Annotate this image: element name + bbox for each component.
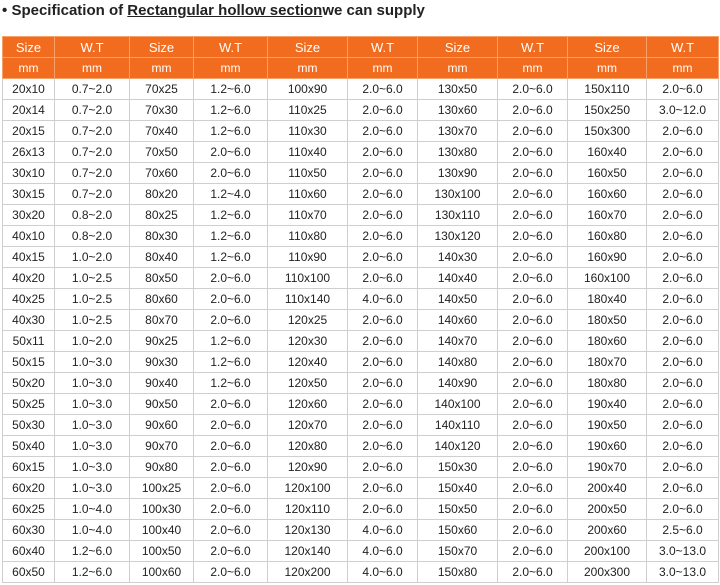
size-cell: 140x30 — [418, 247, 498, 268]
size-cell: 110x25 — [268, 100, 348, 121]
size-cell: 60x50 — [3, 562, 55, 583]
spec-table — [2, 36, 719, 583]
size-cell: 110x70 — [268, 205, 348, 226]
size-cell: 20x10 — [3, 79, 55, 100]
size-cell: 190x60 — [568, 436, 647, 457]
wall-thickness-cell: 1.0~3.0 — [55, 373, 130, 394]
size-cell: 50x11 — [3, 331, 55, 352]
wall-thickness-cell: 2.0~6.0 — [647, 457, 719, 478]
size-cell: 80x60 — [130, 289, 194, 310]
wall-thickness-cell: 2.0~6.0 — [348, 163, 418, 184]
size-cell: 70x25 — [130, 79, 194, 100]
size-cell: 120x140 — [268, 541, 348, 562]
wall-thickness-cell: 1.0~3.0 — [55, 478, 130, 499]
size-cell: 110x100 — [268, 268, 348, 289]
wall-thickness-cell: 2.0~6.0 — [348, 142, 418, 163]
wall-thickness-cell: 2.0~6.0 — [498, 541, 568, 562]
size-cell: 30x15 — [3, 184, 55, 205]
unit-row-cell: mm — [3, 58, 55, 79]
size-cell: 150x80 — [418, 562, 498, 583]
size-cell: 100x25 — [130, 478, 194, 499]
wall-thickness-cell: 0.7~2.0 — [55, 142, 130, 163]
size-cell: 50x15 — [3, 352, 55, 373]
wall-thickness-cell: 1.2~4.0 — [194, 184, 268, 205]
wall-thickness-cell: 2.0~6.0 — [498, 163, 568, 184]
wall-thickness-cell: 2.0~6.0 — [348, 436, 418, 457]
header-row-cell: Size — [268, 37, 348, 58]
size-cell: 80x50 — [130, 268, 194, 289]
size-cell: 100x40 — [130, 520, 194, 541]
size-cell: 90x50 — [130, 394, 194, 415]
size-cell: 200x50 — [568, 499, 647, 520]
size-cell: 90x40 — [130, 373, 194, 394]
spec-table-body — [3, 37, 719, 583]
table-row — [3, 436, 719, 457]
wall-thickness-cell: 2.0~6.0 — [647, 373, 719, 394]
size-cell: 60x30 — [3, 520, 55, 541]
wall-thickness-cell: 1.2~6.0 — [194, 373, 268, 394]
size-cell: 130x100 — [418, 184, 498, 205]
wall-thickness-cell: 2.0~6.0 — [498, 289, 568, 310]
size-cell: 180x70 — [568, 352, 647, 373]
table-row — [3, 163, 719, 184]
wall-thickness-cell: 1.0~4.0 — [55, 520, 130, 541]
wall-thickness-cell: 2.0~6.0 — [498, 415, 568, 436]
size-cell: 140x120 — [418, 436, 498, 457]
size-cell: 130x120 — [418, 226, 498, 247]
size-cell: 140x100 — [418, 394, 498, 415]
wall-thickness-cell: 2.0~6.0 — [194, 541, 268, 562]
wall-thickness-cell: 2.0~6.0 — [194, 436, 268, 457]
size-cell: 80x40 — [130, 247, 194, 268]
wall-thickness-cell: 2.0~6.0 — [498, 373, 568, 394]
wall-thickness-cell: 0.7~2.0 — [55, 163, 130, 184]
unit-row-cell: mm — [647, 58, 719, 79]
wall-thickness-cell: 2.0~6.0 — [348, 331, 418, 352]
size-cell: 120x90 — [268, 457, 348, 478]
size-cell: 130x50 — [418, 79, 498, 100]
size-cell: 200x60 — [568, 520, 647, 541]
wall-thickness-cell: 2.0~6.0 — [348, 205, 418, 226]
wall-thickness-cell: 2.0~6.0 — [348, 226, 418, 247]
wall-thickness-cell: 2.0~6.0 — [194, 520, 268, 541]
size-cell: 110x140 — [268, 289, 348, 310]
table-row — [3, 457, 719, 478]
size-cell: 110x30 — [268, 121, 348, 142]
wall-thickness-cell: 2.0~6.0 — [348, 268, 418, 289]
wall-thickness-cell: 2.0~6.0 — [348, 310, 418, 331]
size-cell: 130x110 — [418, 205, 498, 226]
size-cell: 120x200 — [268, 562, 348, 583]
size-cell: 160x50 — [568, 163, 647, 184]
size-cell: 120x40 — [268, 352, 348, 373]
table-row — [3, 520, 719, 541]
size-cell: 160x60 — [568, 184, 647, 205]
wall-thickness-cell: 2.0~6.0 — [348, 79, 418, 100]
size-cell: 200x300 — [568, 562, 647, 583]
table-row — [3, 352, 719, 373]
header-row — [3, 37, 719, 58]
header-row-cell: W.T — [348, 37, 418, 58]
wall-thickness-cell: 2.0~6.0 — [647, 310, 719, 331]
wall-thickness-cell: 2.0~6.0 — [498, 100, 568, 121]
wall-thickness-cell: 2.0~6.0 — [348, 373, 418, 394]
wall-thickness-cell: 2.0~6.0 — [498, 79, 568, 100]
size-cell: 160x90 — [568, 247, 647, 268]
size-cell: 140x90 — [418, 373, 498, 394]
wall-thickness-cell: 2.0~6.0 — [348, 415, 418, 436]
wall-thickness-cell: 3.0~12.0 — [647, 100, 719, 121]
table-row — [3, 226, 719, 247]
size-cell: 150x110 — [568, 79, 647, 100]
wall-thickness-cell: 4.0~6.0 — [348, 289, 418, 310]
wall-thickness-cell: 1.2~6.0 — [194, 352, 268, 373]
wall-thickness-cell: 2.0~6.0 — [498, 520, 568, 541]
size-cell: 150x250 — [568, 100, 647, 121]
wall-thickness-cell: 2.0~6.0 — [348, 478, 418, 499]
wall-thickness-cell: 2.0~6.0 — [647, 142, 719, 163]
wall-thickness-cell: 1.2~6.0 — [194, 247, 268, 268]
wall-thickness-cell: 1.0~3.0 — [55, 436, 130, 457]
header-row-cell: W.T — [647, 37, 719, 58]
unit-row-cell: mm — [348, 58, 418, 79]
unit-row-cell: mm — [498, 58, 568, 79]
wall-thickness-cell: 2.0~6.0 — [498, 331, 568, 352]
wall-thickness-cell: 2.0~6.0 — [498, 499, 568, 520]
size-cell: 80x70 — [130, 310, 194, 331]
wall-thickness-cell: 2.0~6.0 — [647, 268, 719, 289]
table-row — [3, 247, 719, 268]
unit-row — [3, 58, 719, 79]
wall-thickness-cell: 2.0~6.0 — [194, 394, 268, 415]
size-cell: 150x60 — [418, 520, 498, 541]
wall-thickness-cell: 2.0~6.0 — [194, 478, 268, 499]
table-row — [3, 205, 719, 226]
title-suffix: we can supply — [322, 2, 425, 19]
title-highlight: Rectangular hollow section — [127, 2, 323, 19]
bullet: • — [2, 2, 8, 19]
wall-thickness-cell: 2.0~6.0 — [194, 415, 268, 436]
size-cell: 50x30 — [3, 415, 55, 436]
wall-thickness-cell: 2.0~6.0 — [647, 121, 719, 142]
size-cell: 140x80 — [418, 352, 498, 373]
wall-thickness-cell: 2.0~6.0 — [647, 79, 719, 100]
size-cell: 120x50 — [268, 373, 348, 394]
table-row — [3, 121, 719, 142]
table-row — [3, 142, 719, 163]
table-row — [3, 268, 719, 289]
wall-thickness-cell: 2.0~6.0 — [498, 184, 568, 205]
size-cell: 180x80 — [568, 373, 647, 394]
size-cell: 190x70 — [568, 457, 647, 478]
size-cell: 110x40 — [268, 142, 348, 163]
wall-thickness-cell: 2.0~6.0 — [498, 562, 568, 583]
size-cell: 40x10 — [3, 226, 55, 247]
table-row — [3, 289, 719, 310]
table-row — [3, 331, 719, 352]
size-cell: 80x30 — [130, 226, 194, 247]
size-cell: 160x40 — [568, 142, 647, 163]
wall-thickness-cell: 2.0~6.0 — [498, 394, 568, 415]
size-cell: 50x20 — [3, 373, 55, 394]
wall-thickness-cell: 3.0~13.0 — [647, 541, 719, 562]
wall-thickness-cell: 1.0~2.5 — [55, 289, 130, 310]
wall-thickness-cell: 2.0~6.0 — [348, 184, 418, 205]
size-cell: 70x60 — [130, 163, 194, 184]
size-cell: 140x50 — [418, 289, 498, 310]
wall-thickness-cell: 2.0~6.0 — [498, 142, 568, 163]
wall-thickness-cell: 1.2~6.0 — [194, 100, 268, 121]
size-cell: 30x10 — [3, 163, 55, 184]
size-cell: 90x70 — [130, 436, 194, 457]
wall-thickness-cell: 1.0~3.0 — [55, 394, 130, 415]
header-row-cell: Size — [568, 37, 647, 58]
wall-thickness-cell: 2.0~6.0 — [348, 394, 418, 415]
size-cell: 90x25 — [130, 331, 194, 352]
size-cell: 60x15 — [3, 457, 55, 478]
wall-thickness-cell: 1.2~6.0 — [194, 79, 268, 100]
size-cell: 100x90 — [268, 79, 348, 100]
size-cell: 140x40 — [418, 268, 498, 289]
wall-thickness-cell: 1.2~6.0 — [194, 121, 268, 142]
wall-thickness-cell: 2.0~6.0 — [194, 562, 268, 583]
size-cell: 40x15 — [3, 247, 55, 268]
wall-thickness-cell: 2.0~6.0 — [498, 268, 568, 289]
wall-thickness-cell: 2.0~6.0 — [498, 226, 568, 247]
wall-thickness-cell: 2.0~6.0 — [348, 100, 418, 121]
header-row-cell: Size — [418, 37, 498, 58]
size-cell: 130x60 — [418, 100, 498, 121]
size-cell: 160x70 — [568, 205, 647, 226]
size-cell: 20x14 — [3, 100, 55, 121]
wall-thickness-cell: 2.0~6.0 — [647, 415, 719, 436]
size-cell: 120x130 — [268, 520, 348, 541]
size-cell: 60x25 — [3, 499, 55, 520]
title-prefix: Specification of — [11, 2, 128, 19]
wall-thickness-cell: 2.0~6.0 — [498, 247, 568, 268]
size-cell: 180x60 — [568, 331, 647, 352]
size-cell: 50x40 — [3, 436, 55, 457]
size-cell: 70x50 — [130, 142, 194, 163]
table-row — [3, 100, 719, 121]
size-cell: 70x40 — [130, 121, 194, 142]
wall-thickness-cell: 2.0~6.0 — [498, 457, 568, 478]
header-row-cell: Size — [130, 37, 194, 58]
size-cell: 90x30 — [130, 352, 194, 373]
size-cell: 100x60 — [130, 562, 194, 583]
table-row — [3, 562, 719, 583]
wall-thickness-cell: 2.0~6.0 — [348, 499, 418, 520]
unit-row-cell: mm — [568, 58, 647, 79]
table-row — [3, 541, 719, 562]
wall-thickness-cell: 0.7~2.0 — [55, 79, 130, 100]
wall-thickness-cell: 2.0~6.0 — [348, 247, 418, 268]
wall-thickness-cell: 0.8~2.0 — [55, 226, 130, 247]
wall-thickness-cell: 2.0~6.0 — [647, 226, 719, 247]
wall-thickness-cell: 2.0~6.0 — [647, 331, 719, 352]
size-cell: 120x110 — [268, 499, 348, 520]
size-cell: 150x70 — [418, 541, 498, 562]
size-cell: 30x20 — [3, 205, 55, 226]
wall-thickness-cell: 2.0~6.0 — [498, 310, 568, 331]
size-cell: 140x110 — [418, 415, 498, 436]
wall-thickness-cell: 2.5~6.0 — [647, 520, 719, 541]
wall-thickness-cell: 2.0~6.0 — [498, 205, 568, 226]
size-cell: 120x60 — [268, 394, 348, 415]
wall-thickness-cell: 2.0~6.0 — [647, 184, 719, 205]
size-cell: 40x20 — [3, 268, 55, 289]
wall-thickness-cell: 2.0~6.0 — [647, 205, 719, 226]
wall-thickness-cell: 2.0~6.0 — [348, 457, 418, 478]
header-row-cell: Size — [3, 37, 55, 58]
wall-thickness-cell: 4.0~6.0 — [348, 541, 418, 562]
wall-thickness-cell: 1.0~2.0 — [55, 247, 130, 268]
size-cell: 150x40 — [418, 478, 498, 499]
size-cell: 200x40 — [568, 478, 647, 499]
size-cell: 90x60 — [130, 415, 194, 436]
size-cell: 40x25 — [3, 289, 55, 310]
wall-thickness-cell: 2.0~6.0 — [348, 352, 418, 373]
size-cell: 120x30 — [268, 331, 348, 352]
wall-thickness-cell: 1.0~2.0 — [55, 331, 130, 352]
table-row — [3, 373, 719, 394]
wall-thickness-cell: 1.2~6.0 — [55, 541, 130, 562]
table-row — [3, 79, 719, 100]
size-cell: 150x50 — [418, 499, 498, 520]
wall-thickness-cell: 0.8~2.0 — [55, 205, 130, 226]
header-row-cell: W.T — [55, 37, 130, 58]
size-cell: 40x30 — [3, 310, 55, 331]
size-cell: 60x20 — [3, 478, 55, 499]
size-cell: 120x100 — [268, 478, 348, 499]
header-row-cell: W.T — [194, 37, 268, 58]
size-cell: 150x300 — [568, 121, 647, 142]
size-cell: 26x13 — [3, 142, 55, 163]
size-cell: 130x80 — [418, 142, 498, 163]
wall-thickness-cell: 2.0~6.0 — [647, 394, 719, 415]
wall-thickness-cell: 1.0~4.0 — [55, 499, 130, 520]
wall-thickness-cell: 2.0~6.0 — [194, 163, 268, 184]
wall-thickness-cell: 2.0~6.0 — [498, 478, 568, 499]
size-cell: 110x60 — [268, 184, 348, 205]
size-cell: 70x30 — [130, 100, 194, 121]
size-cell: 130x70 — [418, 121, 498, 142]
wall-thickness-cell: 0.7~2.0 — [55, 100, 130, 121]
wall-thickness-cell: 1.0~3.0 — [55, 352, 130, 373]
size-cell: 110x80 — [268, 226, 348, 247]
table-row — [3, 184, 719, 205]
size-cell: 140x70 — [418, 331, 498, 352]
wall-thickness-cell: 2.0~6.0 — [647, 163, 719, 184]
size-cell: 110x90 — [268, 247, 348, 268]
size-cell: 180x50 — [568, 310, 647, 331]
wall-thickness-cell: 1.0~2.5 — [55, 310, 130, 331]
wall-thickness-cell: 2.0~6.0 — [647, 247, 719, 268]
size-cell: 120x70 — [268, 415, 348, 436]
wall-thickness-cell: 4.0~6.0 — [348, 562, 418, 583]
wall-thickness-cell: 2.0~6.0 — [194, 142, 268, 163]
size-cell: 130x90 — [418, 163, 498, 184]
wall-thickness-cell: 0.7~2.0 — [55, 184, 130, 205]
size-cell: 80x25 — [130, 205, 194, 226]
wall-thickness-cell: 2.0~6.0 — [647, 436, 719, 457]
table-row — [3, 478, 719, 499]
size-cell: 100x30 — [130, 499, 194, 520]
size-cell: 150x30 — [418, 457, 498, 478]
wall-thickness-cell: 2.0~6.0 — [647, 499, 719, 520]
size-cell: 20x15 — [3, 121, 55, 142]
wall-thickness-cell: 2.0~6.0 — [647, 352, 719, 373]
wall-thickness-cell: 2.0~6.0 — [194, 289, 268, 310]
page-title — [0, 0, 720, 32]
wall-thickness-cell: 2.0~6.0 — [498, 352, 568, 373]
wall-thickness-cell: 1.0~3.0 — [55, 415, 130, 436]
size-cell: 140x60 — [418, 310, 498, 331]
size-cell: 120x80 — [268, 436, 348, 457]
wall-thickness-cell: 2.0~6.0 — [498, 436, 568, 457]
unit-row-cell: mm — [194, 58, 268, 79]
wall-thickness-cell: 3.0~13.0 — [647, 562, 719, 583]
size-cell: 160x100 — [568, 268, 647, 289]
size-cell: 190x50 — [568, 415, 647, 436]
unit-row-cell: mm — [268, 58, 348, 79]
wall-thickness-cell: 1.2~6.0 — [194, 331, 268, 352]
wall-thickness-cell: 1.0~2.5 — [55, 268, 130, 289]
wall-thickness-cell: 2.0~6.0 — [194, 499, 268, 520]
wall-thickness-cell: 2.0~6.0 — [647, 289, 719, 310]
size-cell: 100x50 — [130, 541, 194, 562]
table-row — [3, 499, 719, 520]
size-cell: 190x40 — [568, 394, 647, 415]
wall-thickness-cell: 1.2~6.0 — [194, 226, 268, 247]
size-cell: 160x80 — [568, 226, 647, 247]
table-row — [3, 415, 719, 436]
size-cell: 110x50 — [268, 163, 348, 184]
size-cell: 50x25 — [3, 394, 55, 415]
wall-thickness-cell: 0.7~2.0 — [55, 121, 130, 142]
wall-thickness-cell: 1.2~6.0 — [55, 562, 130, 583]
wall-thickness-cell: 2.0~6.0 — [498, 121, 568, 142]
size-cell: 180x40 — [568, 289, 647, 310]
table-row — [3, 310, 719, 331]
size-cell: 90x80 — [130, 457, 194, 478]
size-cell: 60x40 — [3, 541, 55, 562]
wall-thickness-cell: 2.0~6.0 — [348, 121, 418, 142]
wall-thickness-cell: 1.0~3.0 — [55, 457, 130, 478]
header-row-cell: W.T — [498, 37, 568, 58]
unit-row-cell: mm — [418, 58, 498, 79]
wall-thickness-cell: 2.0~6.0 — [194, 457, 268, 478]
wall-thickness-cell: 2.0~6.0 — [194, 268, 268, 289]
size-cell: 200x100 — [568, 541, 647, 562]
wall-thickness-cell: 1.2~6.0 — [194, 205, 268, 226]
size-cell: 120x25 — [268, 310, 348, 331]
size-cell: 80x20 — [130, 184, 194, 205]
unit-row-cell: mm — [55, 58, 130, 79]
wall-thickness-cell: 2.0~6.0 — [194, 310, 268, 331]
wall-thickness-cell: 2.0~6.0 — [647, 478, 719, 499]
wall-thickness-cell: 4.0~6.0 — [348, 520, 418, 541]
unit-row-cell: mm — [130, 58, 194, 79]
table-row — [3, 394, 719, 415]
